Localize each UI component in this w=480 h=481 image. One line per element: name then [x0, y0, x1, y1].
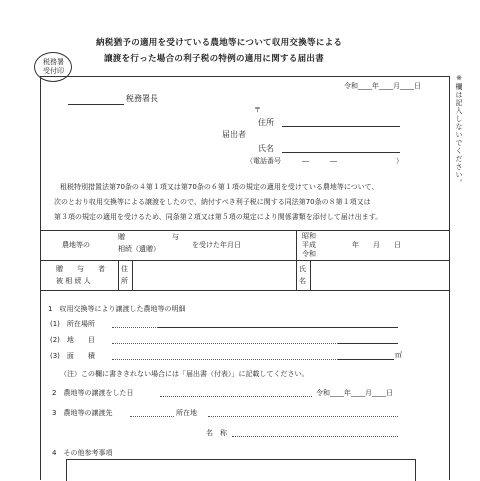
table-label-name-a: 氏 — [299, 265, 306, 273]
table-label-name-b: 名 — [299, 277, 306, 285]
location-field-line[interactable] — [158, 327, 398, 328]
area-unit: ㎡ — [395, 351, 402, 359]
table-label-gift-b: 与 — [172, 233, 179, 241]
name-label: 氏名 — [258, 144, 274, 153]
postal-mark: 〒 — [254, 106, 261, 114]
table-divider-4 — [296, 260, 297, 290]
tax-office-suffix: 税務署長 — [126, 94, 158, 103]
transfer-date-dots — [160, 396, 312, 397]
area-field-line[interactable] — [338, 359, 394, 360]
transferee-dots — [130, 416, 174, 417]
address-field-line[interactable] — [282, 126, 400, 127]
table-label-received-date: を受けた年月日 — [192, 241, 241, 249]
body-line-3: 第３項の規定の適用を受けるため、同条第２項又は第５項の規定により関係書類を添付して届け出ます。 — [54, 213, 383, 221]
form-title-line2: 譲渡を行った場合の利子税の特例の適用に関する届出書 — [104, 54, 325, 64]
transferee-address-label: 所在地 — [176, 409, 197, 417]
received-date-value: 年 月 日 — [352, 241, 401, 249]
transfer-date: 令和____年____月____日 — [316, 389, 393, 397]
table-label-addr-a: 住 — [121, 265, 128, 273]
table-mid-border — [40, 260, 450, 261]
table-divider-3 — [132, 260, 133, 290]
stamp-label-1: 税務署 — [43, 58, 64, 66]
table-label-decedent: 被 相 続 人 — [56, 277, 91, 285]
form-title-line1: 納税猶予の適用を受けている農地等について収用交換等による — [96, 38, 343, 48]
table-label-donor: 贈 与 者 — [56, 265, 105, 273]
stamp-label-2: 受付印 — [43, 67, 64, 75]
table-label-inheritance: 相続（遺贈） — [118, 245, 160, 253]
section-1-item-area: (3) 面 積 — [50, 352, 95, 360]
address-label: 住所 — [258, 118, 274, 127]
submitter-label: 届出者 — [222, 130, 246, 139]
section-1-item-landcat: (2) 地 目 — [50, 336, 95, 344]
transferee-address-line[interactable] — [208, 416, 398, 417]
phone-label: （電話番号 — [246, 157, 281, 165]
table-label-addr-b: 所 — [121, 277, 128, 285]
section-1-item-location: (1) 所在場所 — [50, 320, 95, 328]
phone-dashes: ― ― — [302, 157, 337, 165]
landcat-field-line[interactable] — [338, 343, 398, 344]
table-divider-5 — [310, 260, 311, 290]
body-line-2: 次のとおり収用交換等による譲渡をしたので、納付すべき利子税に関する同法第70条の８第１項又は — [54, 198, 371, 206]
table-label-farmland: 農地等の — [62, 241, 90, 249]
section-3-title: 3 農地等の譲渡先 — [52, 409, 113, 417]
phone-close: ） — [396, 157, 403, 165]
table-label-gift-a: 贈 — [118, 233, 125, 241]
side-note: ※欄は記入しないでください。 — [455, 74, 463, 187]
transferee-name-line[interactable] — [232, 436, 398, 437]
other-notes-box[interactable] — [66, 459, 416, 481]
table-divider-1 — [296, 230, 297, 260]
landcat-dots — [112, 343, 338, 344]
section-2-title: 2 農地等の譲渡をした日 — [52, 389, 134, 397]
section-1-note: （注）この欄に書ききれない場合には「届出書（付表）」に記載してください。 — [60, 370, 309, 378]
name-field-line[interactable] — [282, 152, 400, 153]
era-reiwa: 令和 — [302, 250, 316, 258]
section-4-title: 4 その他参考事項 — [52, 449, 113, 457]
era-showa: 昭和 — [302, 232, 316, 240]
submission-date: 令和____年____月____日 — [344, 82, 421, 90]
tax-office-name-line — [68, 104, 124, 105]
era-heisei: 平成 — [302, 241, 316, 249]
body-line-1: 租税特別措置法第70条の４第１項又は第70条の６第１項の規定の適用を受けている農地等について、 — [60, 183, 379, 191]
table-bottom-border — [40, 290, 450, 291]
transferee-name-label: 名 称 — [206, 429, 227, 437]
table-top-border — [40, 230, 450, 231]
location-dots — [112, 327, 158, 328]
area-dots — [112, 359, 338, 360]
table-divider-2 — [118, 260, 119, 290]
section-1-title: 1 収用交換等により譲渡した農地等の明細 — [48, 305, 186, 313]
